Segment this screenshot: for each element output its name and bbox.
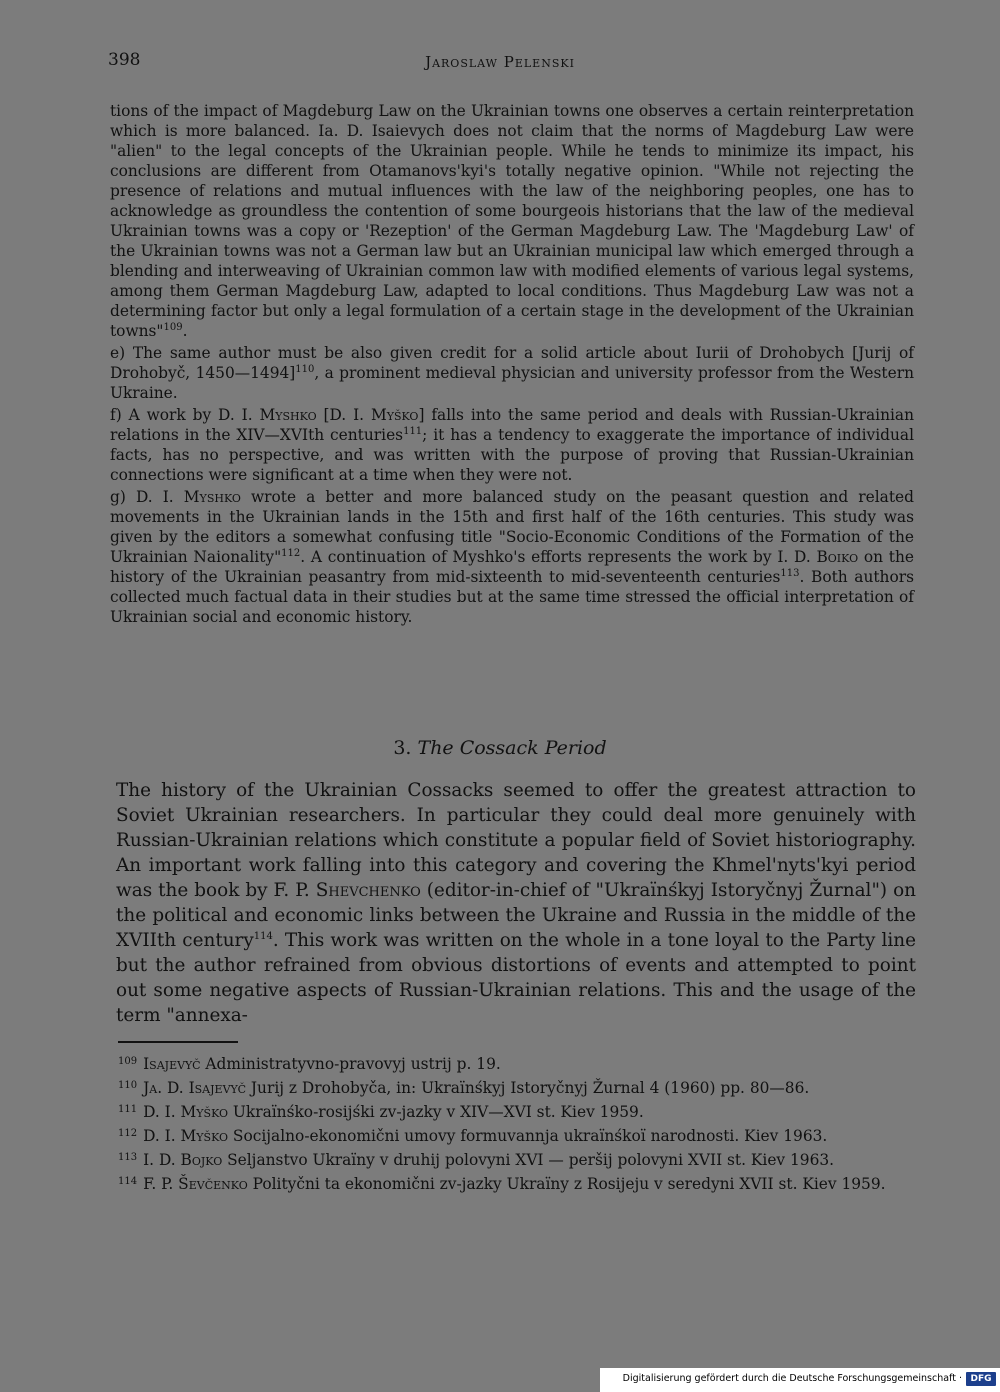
dfg-logo-icon: DFG (966, 1372, 996, 1386)
paragraph-e: e) The same author must be also given credit for a solid article about Iurii of Drohobych [Jurij of Drohobyč, 1450—1494]$^{110}$, a prominent medieval physician and university professor from the Western Ukraine. (110, 344, 914, 402)
digitization-footer (600, 1368, 1000, 1392)
paragraph-intro: tions of the impact of Magdeburg Law on the Ukrainian towns one observes a certain reinterpretation which is more balanced. Ia. D. Isaievych does not claim that the norms of Magdeburg Law were "alien" to the legal concepts of the Ukrainian people. While he tends to minimize its impact, his conclusions are different from Otamanovs'kyi's totally negative opinion. "While not rejecting the presence of relations and mutual influences with the law of the neighboring peoples, one has to acknowledge as groundless the contention of some bourgeois historians that the law of the medieval Ukrainian towns was a copy or 'Rezeption' of the German Magdeburg Law. The 'Magdeburg Law' of the Ukrainian towns was not a German law but an Ukrainian municipal law which emerged through a blending and interweaving of Ukrainian common law with modified elements of various legal systems, among them German Magdeburg Law, adapted to local conditions. Thus Magdeburg Law was not a determining factor but only a legal formulation of a certain stage in the development of the Ukrainian towns"$^{109}$. (110, 102, 914, 340)
ref-110: 110 (295, 363, 315, 375)
section-heading: 3. The Cossack Period (393, 737, 607, 759)
footnote-114: $^{114}$ F. P. Ševčenko Polityčni ta ekonomični zv-jazky Ukraïny z Rosijeju v seredyni XVII st. Kiev 1959. (118, 1175, 886, 1193)
paragraph-cossack: The history of the Ukrainian Cossacks seemed to offer the greatest attraction to Soviet Ukrainian researchers. In particular they could deal more genuinely with Russian-Ukrainian relations which constitute a popular field of Soviet historiography. An important work falling into this category and covering the Khmel'nyts'kyi period was the book by F. P. Shevchenko (editor-in-chief of "Ukraïnśkyj Istoryčnyj Žurnal") on the political and economic links between the Ukraine and Russia in the middle of the XVIIth century$^{114}$. This work was written on the whole in a tone loyal to the Party line but the author refrained from obvious distortions of events and attempted to point out some negative aspects of Russian-Ukrainian relations. This and the usage of the term "annexa- (116, 780, 916, 1026)
footnote-111: $^{111}$ D. I. Myško Ukraïnśko-rosijśki zv-jazky v XIV—XVI st. Kiev 1959. (118, 1103, 644, 1121)
ref-112: 112 (281, 547, 301, 559)
digitization-credit: Digitalisierung gefördert durch die Deutsche Forschungsgemeinschaft · (622, 1373, 962, 1384)
ref-113: 113 (780, 567, 800, 579)
running-header-author: Jaroslaw Pelenski (425, 53, 575, 71)
footnote-rule (118, 1041, 238, 1043)
page-number: 398 (108, 50, 141, 70)
paragraph-f: f) A work by D. I. Myshko [D. I. Myško] falls into the same period and deals with Russian-Ukrainian relations in the XIV—XVIth centuries$^{111}$; it has a tendency to exaggerate the importance of individual facts, has no perspective, and was written with the purpose of proving that Russian-Ukrainian connections were significant at a time when they were not. (110, 406, 914, 484)
body-text-large (116, 778, 916, 1028)
footnote-110: $^{110}$ Ja. D. Isajevyč Jurij z Drohobyča, in: Ukraïnśkyj Istoryčnyj Žurnal 4 (1960) pp. 80—86. (118, 1079, 810, 1097)
body-text-small (110, 101, 914, 627)
ref-109: 109 (163, 321, 183, 333)
footnote-113: $^{113}$ I. D. Bojko Seljanstvo Ukraïny v druhij polovyni XVI — peršij polovyni XVII st. Kiev 1963. (118, 1151, 835, 1169)
paragraph-g: g) D. I. Myshko wrote a better and more balanced study on the peasant question and related movements in the Ukrainian lands in the 15th and first half of the 16th centuries. This study was given by the editors a somewhat confusing title "Socio-Economic Conditions of the Formation of the Ukrainian Naionality"$^{112}$. A continuation of Myshko's efforts represents the work by I. D. Boiko on the history of the Ukrainian peasantry from mid-sixteenth to mid-seventeenth centuries$^{113}$. Both authors collected much factual data in their studies but at the same time stressed the official interpretation of Ukrainian social and economic history. (110, 488, 914, 626)
footnote-112: $^{112}$ D. I. Myško Socijalno-ekonomični umovy formuvannja ukraïnśkoï narodnosti. Kiev 1963. (118, 1127, 828, 1145)
footnotes (118, 1052, 918, 1196)
footnote-109: $^{109}$ Isajevyč Administratyvno-pravovyj ustrij p. 19. (118, 1055, 501, 1073)
ref-111: 111 (403, 425, 423, 437)
ref-114: 114 (253, 930, 273, 942)
